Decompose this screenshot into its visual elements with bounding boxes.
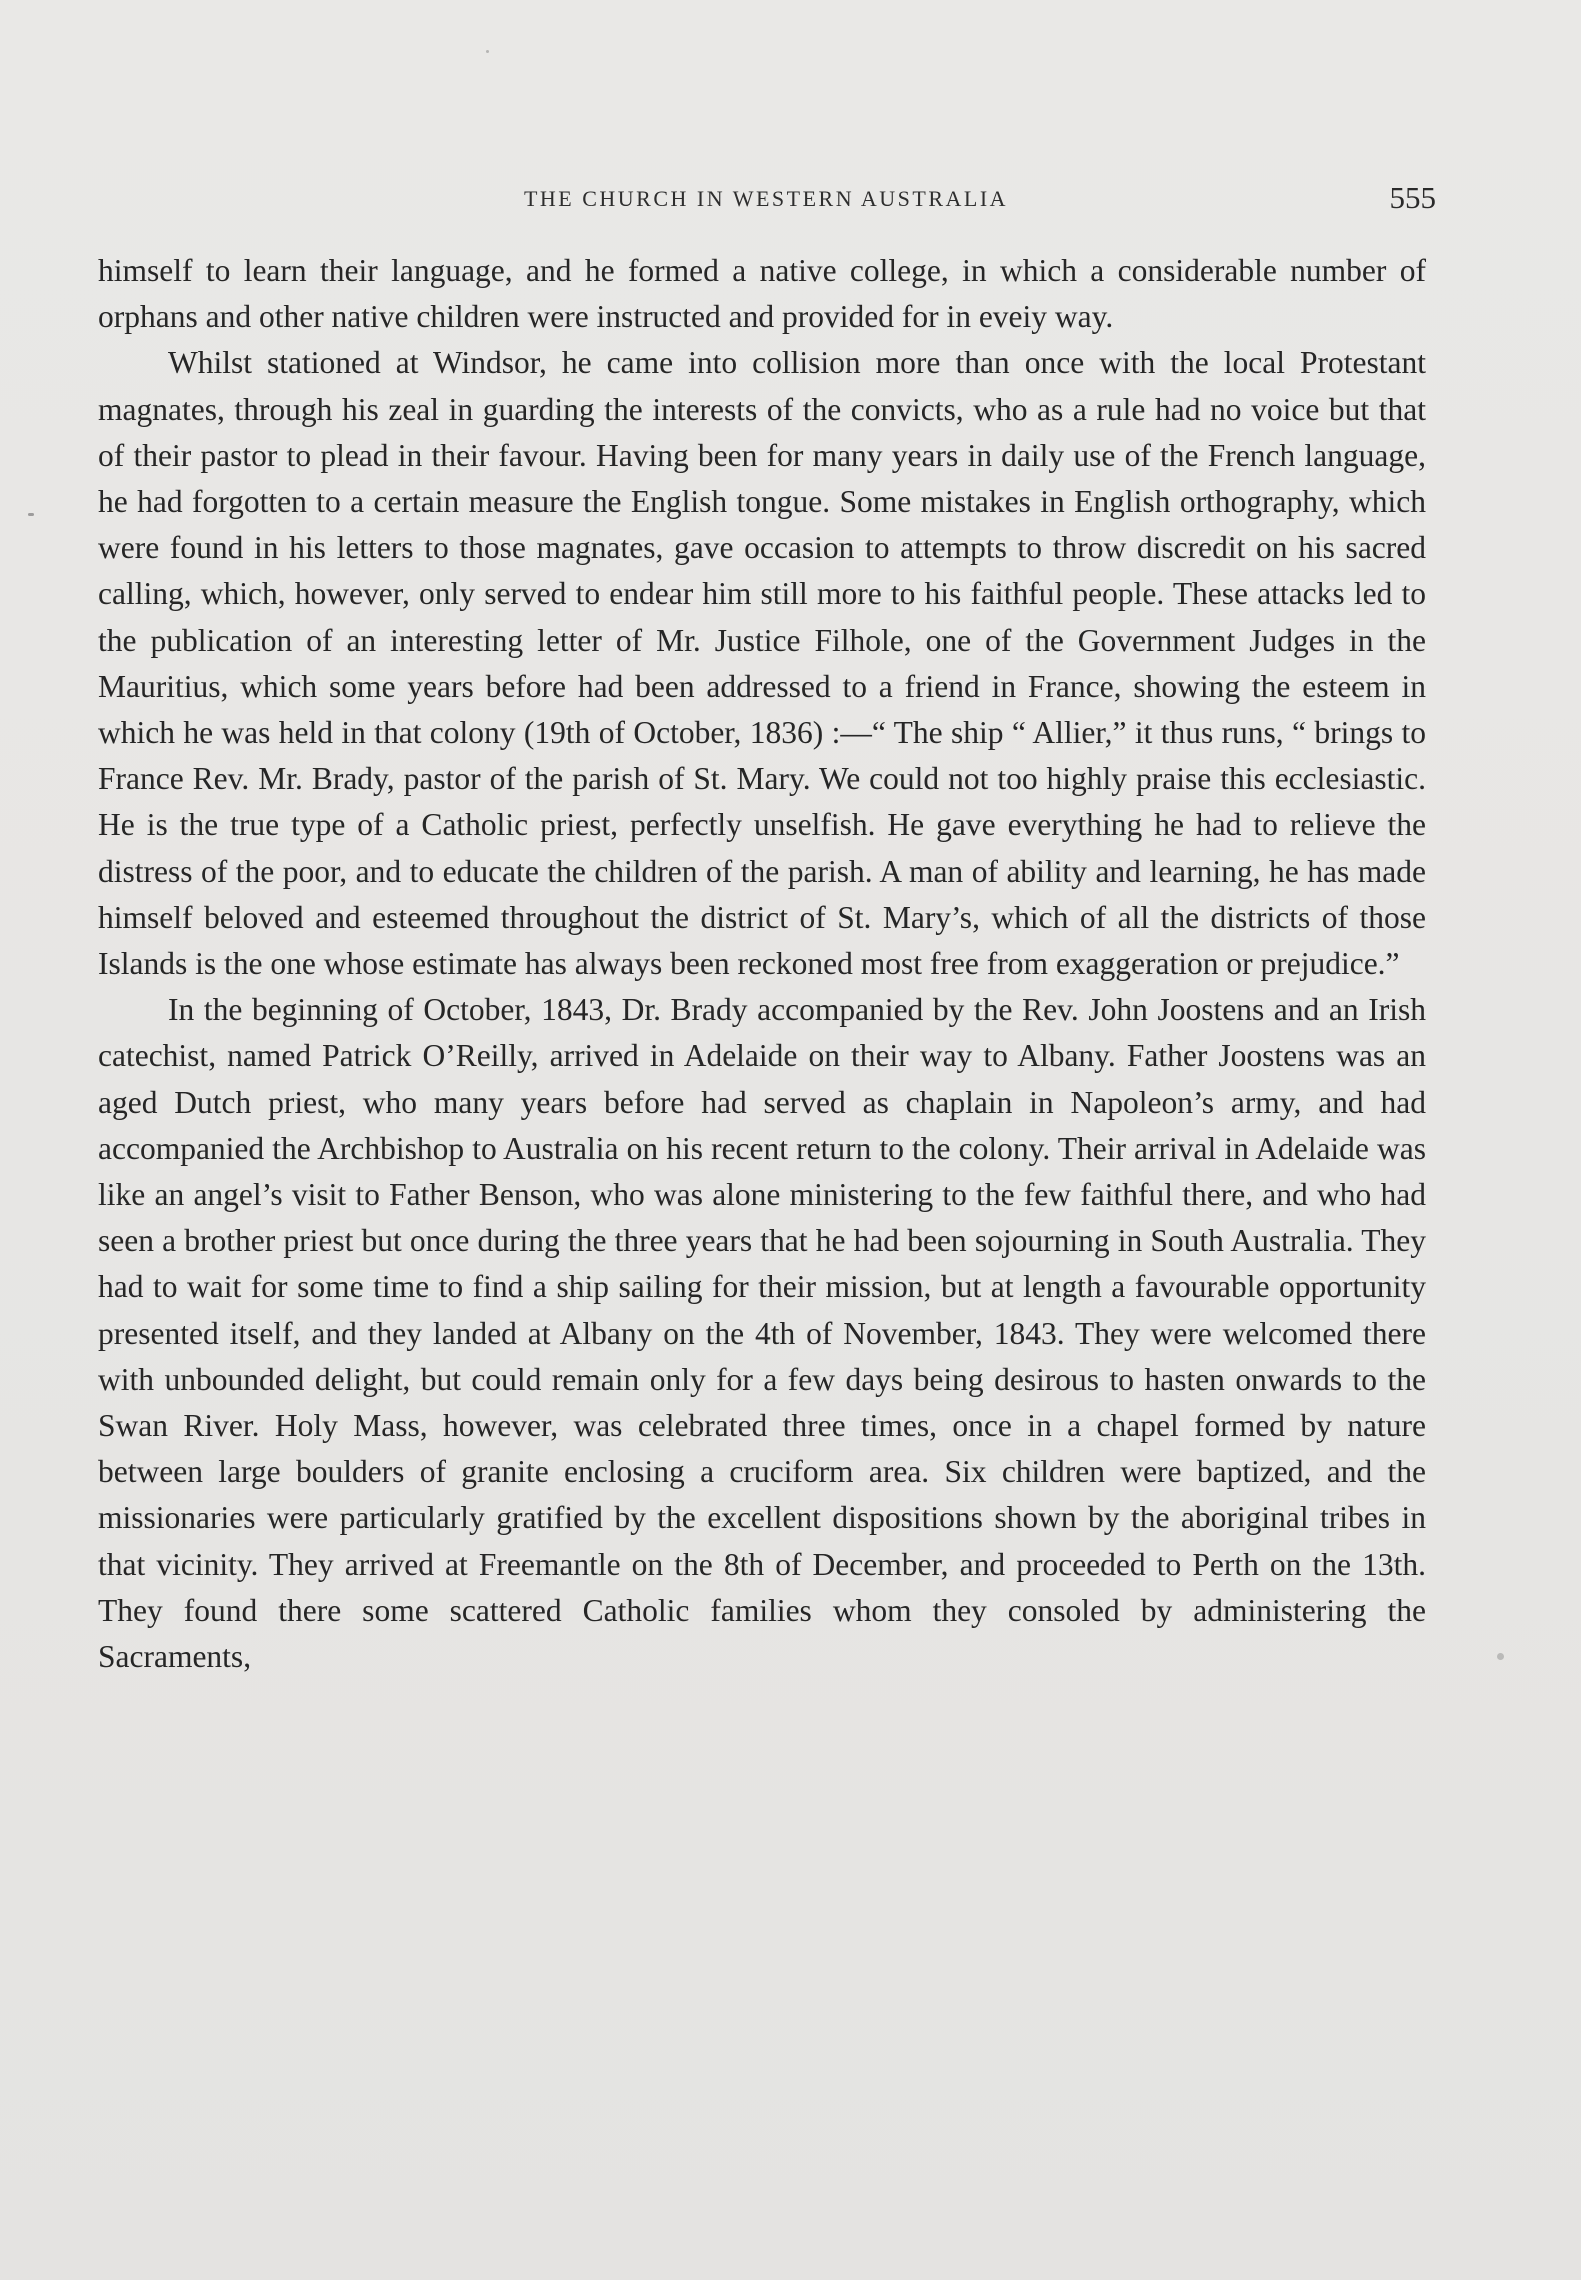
page-number: 555 xyxy=(1389,180,1436,215)
margin-speck-icon xyxy=(28,513,34,516)
paragraph-adelaide: In the beginning of October, 1843, Dr. Brady accompanied by the Rev. John Joostens and an Irish catechist, named Patrick O’Reilly, arrived in Adelaide on their way to Albany. Father Joostens was an aged Dutch priest, who many years before had served as chaplain in Napoleon’s army, and had accompanied the Archbishop to Australia on his recent return to the colony. Their arrival in Adelaide was like an angel’s visit to Father Benson, who was alone ministering to the few faithful there, and who had seen a brother priest but once during the three years that he had been sojourning in South Australia. They had to wait for some time to find a ship sailing for their mission, but at length a favourable opportunity presented itself, and they landed at Albany on the 4th of November, 1843. They were welcomed there with unbounded delight, but could remain only for a few days being desirous to hasten onwards to the Swan River. Holy Mass, however, was celebrated three times, once in a chapel formed by nature between large boulders of granite enclosing a cruciform area. Six children were baptized, and the missionaries were particularly gratified by the excellent dispositions shown by the aboriginal tribes in that vicinity. They arrived at Freemantle on the 8th of December, and proceeded to Perth on the 13th. They found there some scattered Catholic families whom they consoled by administering the Sacraments, xyxy=(98,992,1426,1675)
margin-speck-icon xyxy=(486,50,489,53)
body-text xyxy=(98,248,1426,1680)
paragraph-continuation: himself to learn their language, and he formed a native college, in which a considerable number of orphans and other native children were instructed and provided for in eveiy way. xyxy=(98,253,1426,335)
running-head xyxy=(98,180,1436,226)
margin-speck-icon xyxy=(1497,1653,1504,1660)
running-title: THE CHURCH IN WESTERN AUSTRALIA xyxy=(523,186,1009,211)
paragraph-windsor: Whilst stationed at Windsor, he came into collision more than once with the local Protestant magnates, through his zeal in guarding the interests of the convicts, who as a rule had no voice but that of their pastor to plead in their favour. Having been for many years in daily use of the French language, he had forgotten to a certain measure the English tongue. Some mistakes in English orthography, which were found in his letters to those magnates, gave occasion to attempts to throw discredit on his sacred calling, which, however, only served to endear him still more to his faithful people. These attacks led to the publication of an interesting letter of Mr. Justice Filhole, one of the Government Judges in the Mauritius, which some years before had been addressed to a friend in France, showing the esteem in which he was held in that colony (19th of October, 1836) :—“ The ship “ Allier,” it thus runs, “ brings to France Rev. Mr. Brady, pastor of the parish of St. Mary. We could not too highly praise this ecclesiastic. He is the true type of a Catholic priest, perfectly unselfish. He gave everything he had to relieve the distress of the poor, and to educate the children of the parish. A man of ability and learning, he has made himself beloved and esteemed throughout the district of St. Mary’s, which of all the districts of those Islands is the one whose estimate has always been reckoned most free from exaggeration or prejudice.” xyxy=(98,345,1426,982)
